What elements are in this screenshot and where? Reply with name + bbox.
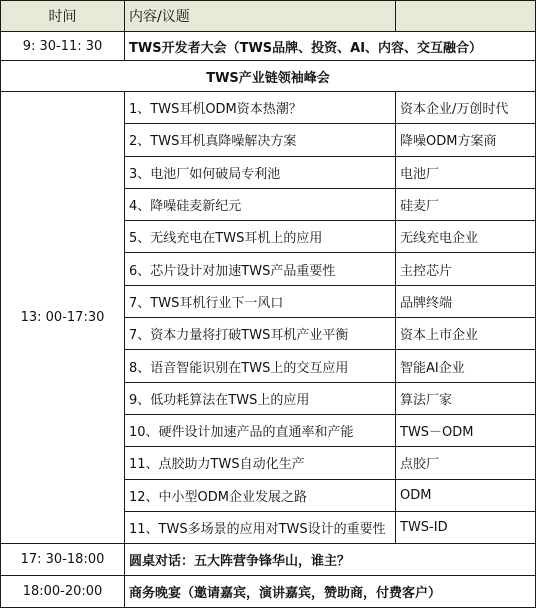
session-time: 18:00-20:00 [1,576,125,608]
agenda-topic: 7、资本力量将打破TWS耳机产业平衡 [125,318,396,350]
header-time: 时间 [1,1,125,32]
agenda-topic: 12、中小型ODM企业发展之路 [125,479,396,511]
header-note [396,1,536,32]
session-time: 9: 30-11: 30 [1,32,125,61]
agenda-speaker: 降噪ODM方案商 [396,124,536,156]
agenda-topic: 1、TWS耳机ODM资本热潮？ [125,92,396,124]
agenda-speaker: TWS－ODM [396,414,536,446]
header-content: 内容/议题 [125,1,396,32]
agenda-speaker: 资本企业/万创时代 [396,92,536,124]
agenda-speaker: ODM [396,479,536,511]
session-row-morning [1,32,536,61]
summit-title-row [1,61,536,92]
agenda-item-row [1,92,536,124]
agenda-speaker: 算法厂家 [396,382,536,414]
agenda-topic: 9、低功耗算法在TWS上的应用 [125,382,396,414]
agenda-speaker: 电池厂 [396,156,536,188]
agenda-topic: 7、TWS耳机行业下一风口 [125,285,396,317]
agenda-speaker: 点胶厂 [396,447,536,479]
agenda-topic: 10、硬件设计加速产品的直通率和产能 [125,414,396,446]
session-time: 13: 00-17:30 [1,92,125,544]
agenda-speaker: 硅麦厂 [396,188,536,220]
agenda-speaker: TWS-ID [396,511,536,543]
agenda-speaker: 资本上市企业 [396,318,536,350]
agenda-topic: 6、芯片设计对加速TWS产品重要性 [125,253,396,285]
agenda-topic: 5、无线充电在TWS耳机上的应用 [125,221,396,253]
session-content: 圆桌对话：五大阵营争锋华山，谁主？ [125,544,536,576]
agenda-speaker: 主控芯片 [396,253,536,285]
session-time: 17: 30-18:00 [1,544,125,576]
header-row [1,1,536,32]
agenda-topic: 3、电池厂如何破局专利池 [125,156,396,188]
agenda-topic: 11、点胶助力TWS自动化生产 [125,447,396,479]
agenda-speaker: 智能AI企业 [396,350,536,382]
agenda-topic: 8、语音智能识别在TWS上的交互应用 [125,350,396,382]
agenda-speaker: 无线充电企业 [396,221,536,253]
session-content: 商务晚宴（邀请嘉宾，演讲嘉宾，赞助商，付费客户） [125,576,536,608]
agenda-topic: 2、TWS耳机真降噪解决方案 [125,124,396,156]
session-row-roundtable [1,544,536,576]
session-row-dinner [1,576,536,608]
agenda-topic: 11、TWS多场景的应用对TWS设计的重要性 [125,511,396,543]
agenda-topic: 4、降噪硅麦新纪元 [125,188,396,220]
agenda-speaker: 品牌终端 [396,285,536,317]
summit-title: TWS产业链领袖峰会 [1,61,536,92]
session-content: TWS开发者大会（TWS品牌、投资、AI、内容、交互融合） [125,32,536,61]
